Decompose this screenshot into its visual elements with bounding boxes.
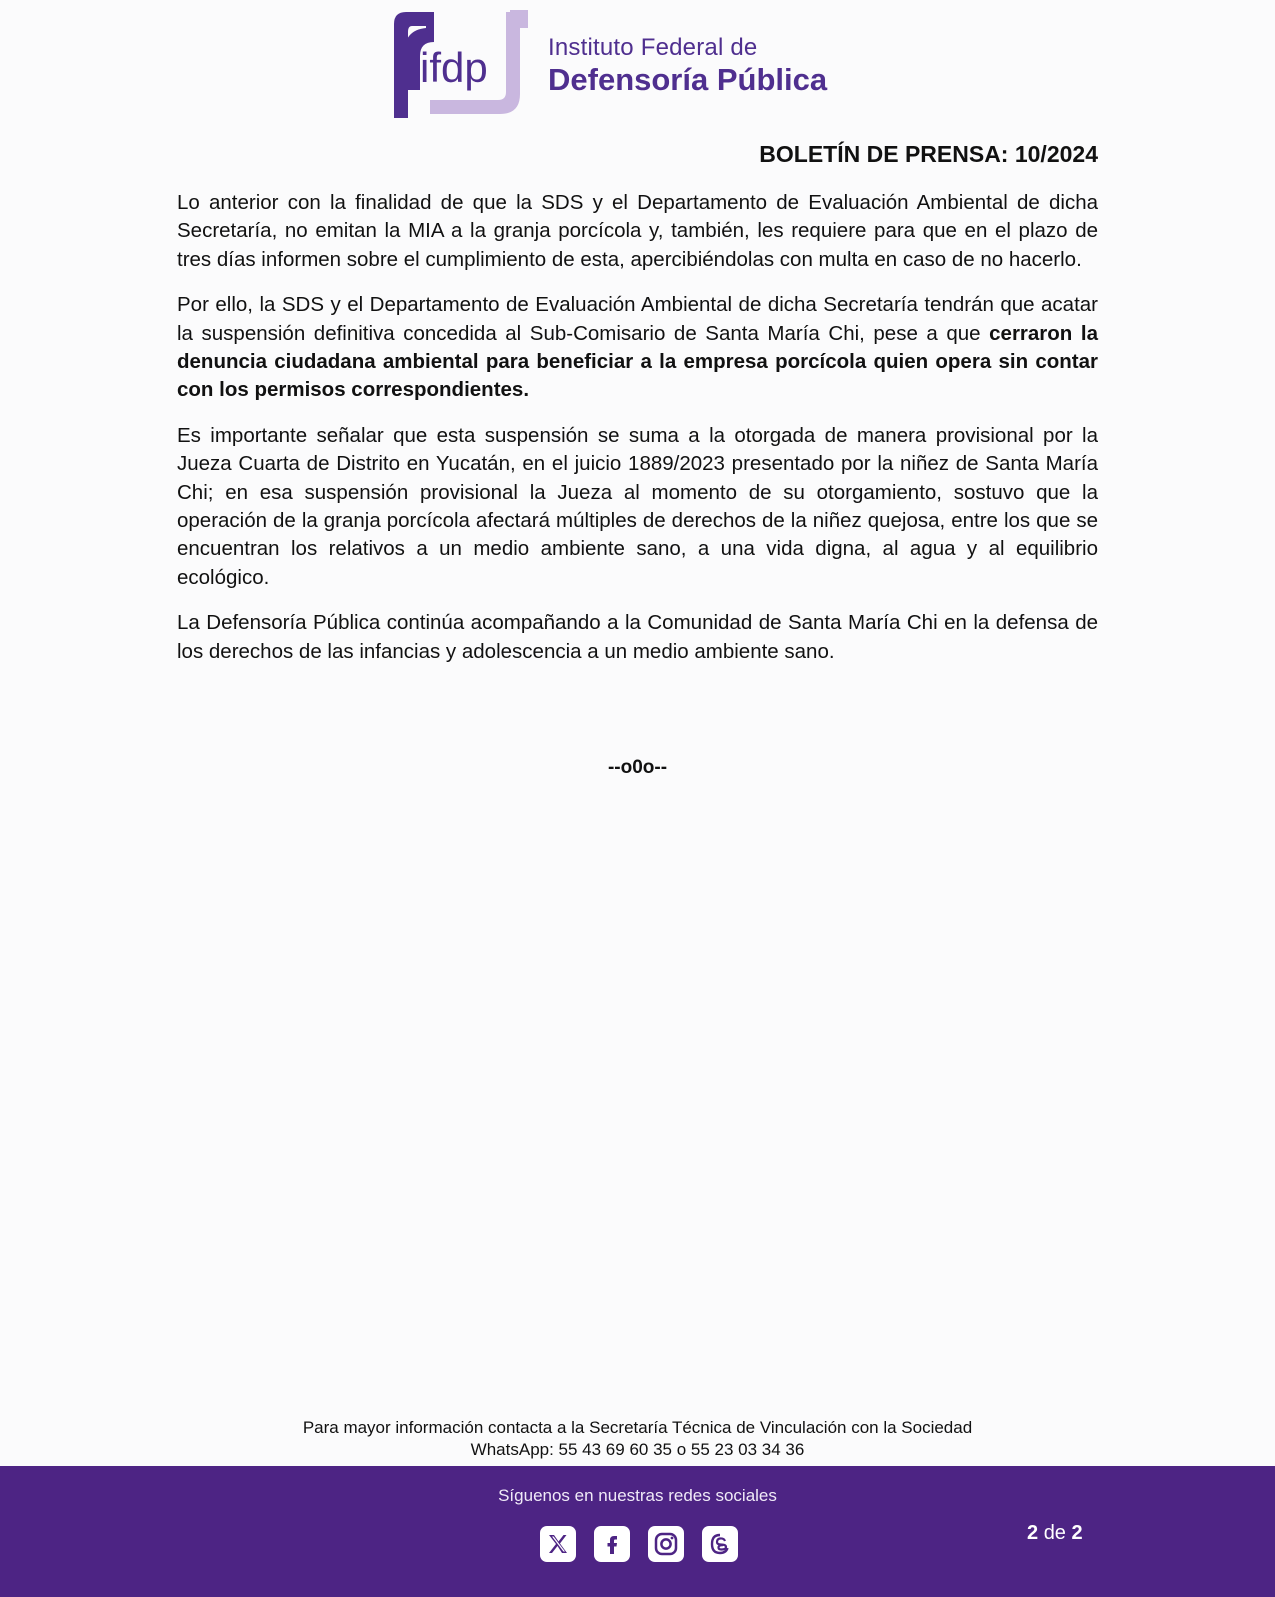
page-current: 2: [1027, 1522, 1039, 1544]
org-name-line1: Instituto Federal de: [548, 34, 758, 61]
paragraph-2: [177, 291, 1098, 405]
paragraph-3: Es importante señalar que esta suspensión se suma a la otorgada de manera provisional por la Jueza Cuarta de Distrito en Yucatán, en el juicio 1889/2023 presentado por la niñez de Santa María Chi; en esa suspensión provisional la Jueza al momento de su otorgamiento, sostuvo que la operación de la granja porcícola afectará múltiples de derechos de la niñez quejosa, entre los que se encuentran los relativos a un medio ambiente sano, a una vida digna, al agua y al equilibrio ecológico.: [177, 423, 1098, 589]
document-body: [177, 189, 1098, 683]
page-footer: [0, 1466, 1275, 1597]
page-header: [0, 0, 1275, 130]
x-icon[interactable]: [540, 1526, 576, 1562]
bulletin-title: BOLETÍN DE PRENSA: 10/2024: [759, 141, 1098, 167]
org-name: [548, 34, 827, 98]
facebook-icon[interactable]: [594, 1526, 630, 1562]
contact-info: [0, 1417, 1275, 1461]
page-total: 2: [1071, 1522, 1083, 1544]
page-de: de: [1043, 1522, 1066, 1544]
svg-text:ifdp: ifdp: [420, 44, 488, 91]
threads-icon[interactable]: [702, 1526, 738, 1562]
instagram-icon[interactable]: [648, 1526, 684, 1562]
ifdp-logo-icon: [390, 8, 530, 118]
paragraph-4: La Defensoría Pública continúa acompañando a la Comunidad de Santa María Chi en la defensa de los derechos de las infancias y adolescencia a un medio ambiente sano.: [177, 611, 1098, 663]
paragraph-2-text: Por ello, la SDS y el Departamento de Evaluación Ambiental de dicha Secretaría tendrán que acatar la suspensión definitiva concedida al Sub-Comisario de Santa María Chi, pese a que: [177, 293, 1098, 345]
separator: --o0o--: [607, 757, 668, 778]
paragraph-1: Lo anterior con la finalidad de que la SDS y el Departamento de Evaluación Ambiental de dicha Secretaría, no emitan la MIA a la granja porcícola y, también, les requiere para que en el plazo de tres días informen sobre el cumplimiento de esta, apercibiéndolas con multa en caso de no hacerlo.: [177, 191, 1098, 271]
follow-text: Síguenos en nuestras redes sociales: [498, 1486, 777, 1505]
social-links: [540, 1526, 738, 1562]
paragraph-2-bold: cerraron la denuncia ciudadana ambiental para beneficiar a la empresa porcícola quien opera sin contar con los permisos correspondientes.: [177, 321, 1098, 402]
contact-line-1: Para mayor información contacta a la Secretaría Técnica de Vinculación con la Sociedad: [302, 1418, 973, 1437]
page-number: [1027, 1522, 1083, 1545]
org-name-line2: Defensoría Pública: [548, 62, 828, 97]
contact-whatsapp: WhatsApp: 55 43 69 60 35 o 55 23 03 34 36: [470, 1440, 805, 1459]
